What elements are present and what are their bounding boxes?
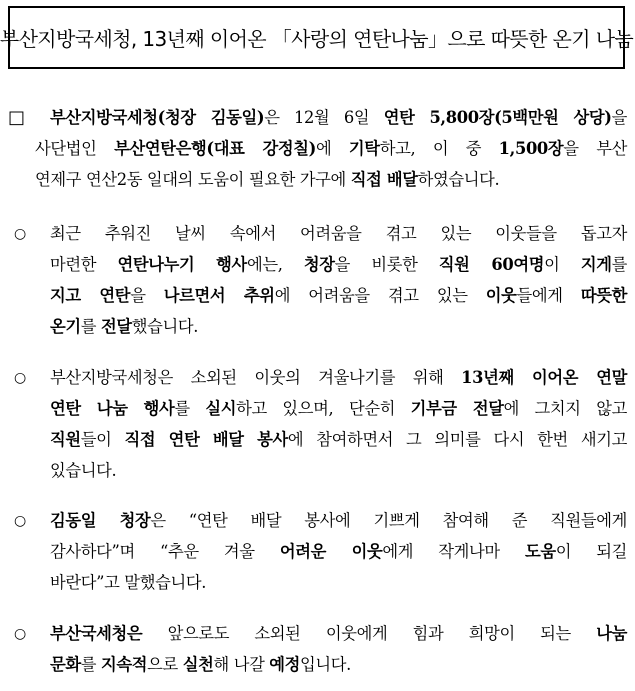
paragraph-event: [0, 218, 635, 342]
text-line: 연탄 나눔 행사를 실시하고 있으며, 단순히 기부금 전달에 그치지 않고: [50, 399, 628, 418]
square-bullet-icon: □: [8, 107, 25, 128]
text-line: 부산지방국세청(청장 김동일)은 12월 6일 연탄 5,800장(5백만원 상당)을: [50, 108, 627, 127]
text-line: 연제구 연산2동 일대의 도움이 필요한 가구에 직접 배달하였습니다.: [35, 170, 500, 189]
text-line: 바란다”고 말했습니다.: [50, 573, 207, 592]
text-line: 직원들이 직접 연탄 배달 봉사에 참여하면서 그 의미를 다시 한번 새기고: [50, 430, 628, 449]
text-line: 사단법인 부산연탄은행(대표 강정칠)에 기탁하고, 이 중 1,500장을 부산: [35, 139, 627, 158]
circle-bullet-icon: ○: [14, 370, 26, 386]
paragraph-main: [0, 102, 635, 195]
paragraph-quote: [0, 505, 635, 598]
text-line: 감사하다”며 “추운 겨울 어려운 이웃에게 작게나마 도움이 되길: [50, 542, 627, 561]
text-line: 지고 연탄을 나르면서 추위에 어려움을 겪고 있는 이웃들에게 따뜻한: [50, 286, 627, 305]
circle-bullet-icon: ○: [14, 513, 26, 529]
text-line: 최근 추워진 날씨 속에서 어려움을 겪고 있는 이웃들을 돕고자: [50, 224, 627, 243]
text-line: 마련한 연탄나누기 행사에는, 청장을 비롯한 직원 60여명이 지게를: [50, 255, 627, 274]
text-line: 부산지방국세청은 소외된 이웃의 겨울나기를 위해 13년째 이어온 연말: [50, 368, 627, 387]
circle-bullet-icon: ○: [14, 226, 26, 242]
text-line: 부산국세청은 앞으로도 소외된 이웃에게 힘과 희망이 되는 나눔: [50, 624, 627, 643]
text-line: 온기를 전달했습니다.: [50, 317, 199, 336]
circle-bullet-icon: ○: [14, 626, 26, 642]
paragraph-closing: [0, 618, 635, 680]
paragraph-annual-event: [0, 362, 635, 486]
press-release-title: 부산지방국세청, 13년째 이어온 「사랑의 연탄나눔」으로 따뜻한 온기 나눔: [8, 6, 625, 69]
text-line: 김동일 청장은 “연탄 배달 봉사에 기쁘게 참여해 준 직원들에게: [50, 511, 627, 530]
text-line: 있습니다.: [50, 461, 117, 480]
text-line: 문화를 지속적으로 실천해 나갈 예정입니다.: [50, 655, 352, 674]
